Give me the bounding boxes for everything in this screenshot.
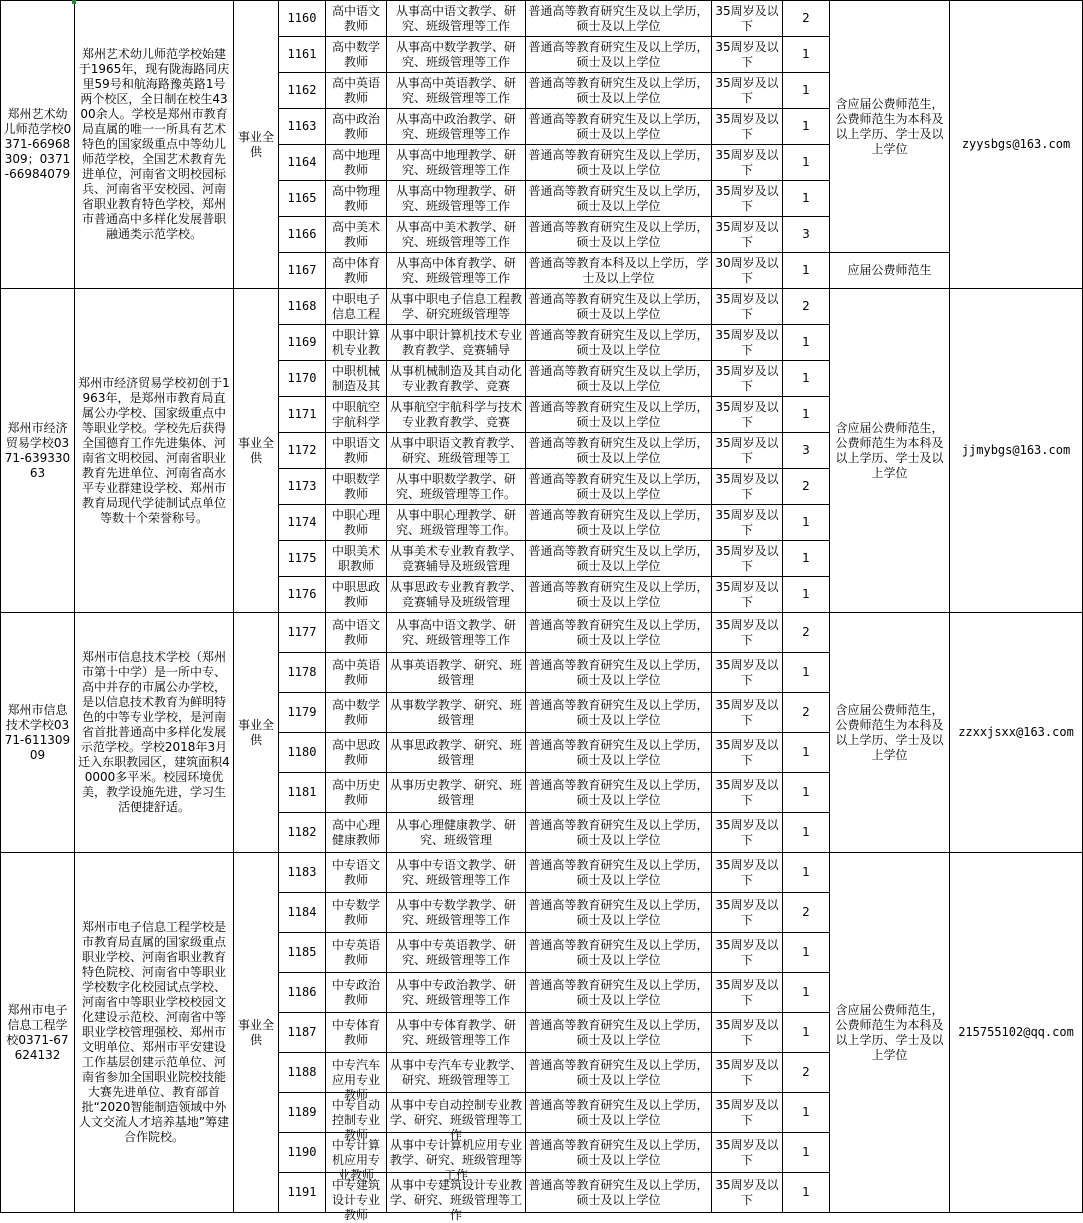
position-name-cell xyxy=(326,145,387,181)
position-name: 高中物理教师 xyxy=(331,183,380,213)
headcount-cell: 1 xyxy=(783,505,830,541)
headcount-cell: 1 xyxy=(783,253,830,289)
position-name-cell xyxy=(326,1053,387,1102)
age-limit-cell: 35周岁及以下 xyxy=(712,853,783,893)
position-name-cell xyxy=(326,613,387,653)
duty-text: 从事美术专业教育教学、竞赛辅导及班级管理 xyxy=(389,543,522,573)
duty-text: 从事中职电子信息工程教学、研究班级管理等 xyxy=(389,291,522,321)
position-name-cell xyxy=(326,541,387,577)
duty-text: 从事中职语文教育教学、研究、班级管理等工 xyxy=(389,435,522,465)
age-limit-cell: 35周岁及以下 xyxy=(712,361,783,397)
age-limit-cell: 35周岁及以下 xyxy=(712,693,783,733)
funding-type-cell: 事业全供 xyxy=(234,853,279,1213)
email-cell: 215755102@qq.com xyxy=(950,853,1083,1213)
position-code-cell: 1189 xyxy=(279,1093,326,1133)
position-name-cell xyxy=(326,397,387,433)
headcount-cell: 3 xyxy=(783,433,830,469)
education-cell: 普通高等教育研究生及以上学历，硕士及以上学位 xyxy=(526,773,712,813)
email-cell: jjmybgs@163.com xyxy=(950,289,1083,613)
school-name-cell: 郑州艺术幼儿师范学校0371-66968309；0371-66984079 xyxy=(1,1,75,289)
duty-text: 从事历史教学、研究、班级管理 xyxy=(389,777,522,807)
age-limit-cell: 35周岁及以下 xyxy=(712,37,783,73)
requirement-cell: 含应届公费师范生，公费师范生为本科及以上学历、学士及以上学位 xyxy=(830,1,950,253)
position-name-cell xyxy=(326,1,387,37)
position-name: 中专建筑设计专业教师 xyxy=(331,1177,380,1222)
duty-cell xyxy=(387,973,526,1013)
position-name: 高中历史教师 xyxy=(331,777,380,807)
position-name-cell xyxy=(326,1093,387,1142)
duty-text: 从事中专政治教学、研究、班级管理等工作 xyxy=(395,977,516,1007)
school-name-cell: 郑州市电子信息工程学校0371-67624132 xyxy=(1,853,75,1213)
duty-text: 从事中职计算机技术专业教育教学、竞赛辅导 xyxy=(389,327,522,357)
age-limit-cell: 35周岁及以下 xyxy=(712,813,783,853)
headcount-cell: 1 xyxy=(783,109,830,145)
age-limit-cell: 35周岁及以下 xyxy=(712,325,783,361)
position-code-cell: 1169 xyxy=(279,325,326,361)
duty-text: 从事心理健康教学、研究、班级管理 xyxy=(395,817,516,847)
position-code-cell: 1190 xyxy=(279,1133,326,1173)
duty-text: 从事高中物理教学、研究、班级管理等工作 xyxy=(395,183,516,213)
headcount-cell: 1 xyxy=(783,1173,830,1213)
duty-cell xyxy=(387,361,526,397)
education-cell: 普通高等教育研究生及以上学历，硕士及以上学位 xyxy=(526,653,712,693)
position-name-cell xyxy=(326,1173,387,1222)
age-limit-cell: 35周岁及以下 xyxy=(712,973,783,1013)
headcount-cell: 2 xyxy=(783,1,830,37)
age-limit-cell: 35周岁及以下 xyxy=(712,181,783,217)
position-name-cell xyxy=(326,577,387,613)
age-limit-cell: 35周岁及以下 xyxy=(712,1013,783,1053)
position-name-cell xyxy=(326,933,387,973)
position-name-cell xyxy=(326,1133,387,1182)
duty-text: 从事思政教学、研究、班级管理 xyxy=(389,737,522,767)
position-name: 中专政治教师 xyxy=(331,977,380,1007)
position-name: 中专数学教师 xyxy=(331,897,380,927)
position-name-cell xyxy=(326,653,387,693)
position-name-cell xyxy=(326,853,387,893)
position-code-cell: 1161 xyxy=(279,37,326,73)
school-intro-cell: 郑州市信息技术学校（郑州市第十中学）是一所中专、高中并存的市属公办学校，是以信息技术教育为鲜明特色的中等专业学校，是河南省首批普通高中多样化发展示范学校。学校2018年3月迁入东职教园区，建筑面积40000多平米。校园环境优美，教学设施先进，学习生活便捷舒适。 xyxy=(75,613,234,853)
table-row xyxy=(1,853,1083,893)
headcount-cell: 3 xyxy=(783,217,830,253)
position-name: 中职航空宇航科学 xyxy=(331,399,380,429)
duty-cell xyxy=(387,109,526,145)
duty-cell xyxy=(387,1173,526,1222)
position-name: 中职语文教师 xyxy=(331,435,380,465)
duty-text: 从事高中语文教学、研究、班级管理等工作 xyxy=(395,3,516,33)
age-limit-cell: 35周岁及以下 xyxy=(712,541,783,577)
headcount-cell: 1 xyxy=(783,577,830,613)
position-name: 中职机械制造及其 xyxy=(331,363,380,393)
duty-cell xyxy=(387,505,526,541)
position-code-cell: 1174 xyxy=(279,505,326,541)
duty-cell xyxy=(387,1133,526,1182)
education-cell: 普通高等教育研究生及以上学历，硕士及以上学位 xyxy=(526,37,712,73)
position-name-cell xyxy=(326,773,387,813)
age-limit-cell: 35周岁及以下 xyxy=(712,577,783,613)
email-cell: zzxxjsxx@163.com xyxy=(950,613,1083,853)
duty-cell xyxy=(387,433,526,469)
education-cell: 普通高等教育研究生及以上学历，硕士及以上学位 xyxy=(526,577,712,613)
headcount-cell: 1 xyxy=(783,653,830,693)
position-name-cell xyxy=(326,289,387,325)
age-limit-cell: 35周岁及以下 xyxy=(712,433,783,469)
position-name: 高中地理教师 xyxy=(331,147,380,177)
position-name: 中专计算机应用专业教师 xyxy=(331,1137,380,1182)
education-cell: 普通高等教育研究生及以上学历，硕士及以上学位 xyxy=(526,1093,712,1133)
education-cell: 普通高等教育研究生及以上学历，硕士及以上学位 xyxy=(526,733,712,773)
position-code-cell: 1180 xyxy=(279,733,326,773)
duty-cell xyxy=(387,613,526,653)
headcount-cell: 1 xyxy=(783,541,830,577)
position-code-cell: 1168 xyxy=(279,289,326,325)
education-cell: 普通高等教育研究生及以上学历，硕士及以上学位 xyxy=(526,1,712,37)
table-row xyxy=(1,289,1083,325)
position-code-cell: 1162 xyxy=(279,73,326,109)
funding-type-cell: 事业全供 xyxy=(234,613,279,853)
education-cell: 普通高等教育研究生及以上学历，硕士及以上学位 xyxy=(526,505,712,541)
duty-text: 从事中专语文教学、研究、班级管理等工作 xyxy=(395,857,516,887)
position-code-cell: 1187 xyxy=(279,1013,326,1053)
duty-text: 从事高中语文教学、研究、班级管理等工作 xyxy=(395,617,516,647)
duty-text: 从事中职数学教学、研究、班级管理等工作。 xyxy=(395,471,516,501)
position-name-cell xyxy=(326,813,387,853)
headcount-cell: 2 xyxy=(783,289,830,325)
headcount-cell: 2 xyxy=(783,693,830,733)
duty-cell xyxy=(387,1013,526,1053)
position-name: 中专语文教师 xyxy=(331,857,380,887)
age-limit-cell: 35周岁及以下 xyxy=(712,109,783,145)
headcount-cell: 1 xyxy=(783,145,830,181)
position-code-cell: 1183 xyxy=(279,853,326,893)
position-name: 中专英语教师 xyxy=(331,937,380,967)
headcount-cell: 1 xyxy=(783,1013,830,1053)
headcount-cell: 1 xyxy=(783,397,830,433)
education-cell: 普通高等教育研究生及以上学历，硕士及以上学位 xyxy=(526,217,712,253)
education-cell: 普通高等教育研究生及以上学历，硕士及以上学位 xyxy=(526,693,712,733)
position-code-cell: 1171 xyxy=(279,397,326,433)
position-name-cell xyxy=(326,1013,387,1053)
duty-text: 从事高中英语教学、研究、班级管理等工作 xyxy=(395,75,516,105)
duty-text: 从事高中体育教学、研究、班级管理等工作 xyxy=(395,255,516,285)
duty-cell xyxy=(387,253,526,289)
headcount-cell: 2 xyxy=(783,469,830,505)
duty-cell xyxy=(387,577,526,613)
duty-cell xyxy=(387,469,526,505)
position-name: 中职美术职教师 xyxy=(331,543,380,573)
position-code-cell: 1176 xyxy=(279,577,326,613)
duty-text: 从事中专建筑设计专业教学、研究、班级管理等工作 xyxy=(389,1177,522,1222)
position-code-cell: 1166 xyxy=(279,217,326,253)
age-limit-cell: 35周岁及以下 xyxy=(712,145,783,181)
headcount-cell: 1 xyxy=(783,973,830,1013)
position-name: 高中英语教师 xyxy=(331,657,380,687)
headcount-cell: 1 xyxy=(783,853,830,893)
position-name: 高中美术教师 xyxy=(331,219,380,249)
position-code-cell: 1191 xyxy=(279,1173,326,1213)
table-row xyxy=(1,1,1083,37)
position-code-cell: 1165 xyxy=(279,181,326,217)
duty-text: 从事机械制造及其自动化专业教育教学、竞赛 xyxy=(389,363,522,393)
position-name-cell xyxy=(326,693,387,733)
age-limit-cell: 35周岁及以下 xyxy=(712,1133,783,1173)
age-limit-cell: 35周岁及以下 xyxy=(712,773,783,813)
duty-cell xyxy=(387,37,526,73)
school-intro-cell: 郑州艺术幼儿师范学校始建于1965年，现有陇海路同庆里59号和航海路豫英路1号两个校区，全日制在校生4300余人。学校是郑州市教育局直属的唯一一所具有艺术特色的国家级重点中等幼儿师范学校，全国艺术教育先进单位，河南省文明校园标兵、河南省平安校园、河南省职业教育特色学校，郑州市普通高中多样化发展普职融通类示范学校。 xyxy=(75,1,234,289)
position-name-cell xyxy=(326,433,387,469)
position-code-cell: 1181 xyxy=(279,773,326,813)
position-name: 中专汽车应用专业教师 xyxy=(331,1057,380,1102)
position-name: 高中数学教师 xyxy=(331,39,380,69)
position-code-cell: 1175 xyxy=(279,541,326,577)
education-cell: 普通高等教育研究生及以上学历，硕士及以上学位 xyxy=(526,73,712,109)
position-name: 中职数学教师 xyxy=(331,471,380,501)
education-cell: 普通高等教育研究生及以上学历，硕士及以上学位 xyxy=(526,1173,712,1213)
age-limit-cell: 35周岁及以下 xyxy=(712,217,783,253)
position-code-cell: 1188 xyxy=(279,1053,326,1093)
duty-text: 从事中专计算机应用专业教学、研究、班级管理等工作 xyxy=(389,1137,522,1182)
position-name: 中专自动控制专业教师 xyxy=(331,1097,380,1142)
education-cell: 普通高等教育研究生及以上学历，硕士及以上学位 xyxy=(526,469,712,505)
position-code-cell: 1182 xyxy=(279,813,326,853)
position-code-cell: 1167 xyxy=(279,253,326,289)
duty-cell xyxy=(387,893,526,933)
duty-cell xyxy=(387,813,526,853)
duty-cell xyxy=(387,1093,526,1142)
duty-cell xyxy=(387,181,526,217)
education-cell: 普通高等教育本科及以上学历，学士及以上学位 xyxy=(526,253,712,289)
duty-text: 从事高中政治教学、研究、班级管理等工作 xyxy=(395,111,516,141)
age-limit-cell: 35周岁及以下 xyxy=(712,1093,783,1133)
position-name-cell xyxy=(326,361,387,397)
email-cell: zyysbgs@163.com xyxy=(950,1,1083,289)
duty-text: 从事中专自动控制专业教学、研究、班级管理等工作 xyxy=(389,1097,522,1142)
education-cell: 普通高等教育研究生及以上学历，硕士及以上学位 xyxy=(526,893,712,933)
position-name-cell xyxy=(326,733,387,773)
cell-corner-marker xyxy=(72,0,76,4)
position-name: 中专体育教师 xyxy=(331,1017,380,1047)
duty-text: 从事思政专业教育教学、竞赛辅导及班级管理 xyxy=(389,579,522,609)
position-code-cell: 1185 xyxy=(279,933,326,973)
duty-cell xyxy=(387,773,526,813)
duty-cell xyxy=(387,397,526,433)
position-name-cell xyxy=(326,73,387,109)
position-name: 高中语文教师 xyxy=(331,617,380,647)
position-code-cell: 1163 xyxy=(279,109,326,145)
position-name: 高中思政教师 xyxy=(331,737,380,767)
duty-cell xyxy=(387,653,526,693)
age-limit-cell: 35周岁及以下 xyxy=(712,733,783,773)
duty-text: 从事中专汽车专业教学、研究、班级管理等工 xyxy=(389,1057,522,1087)
age-limit-cell: 35周岁及以下 xyxy=(712,1,783,37)
position-code-cell: 1164 xyxy=(279,145,326,181)
duty-cell xyxy=(387,853,526,893)
education-cell: 普通高等教育研究生及以上学历，硕士及以上学位 xyxy=(526,1013,712,1053)
headcount-cell: 1 xyxy=(783,933,830,973)
age-limit-cell: 35周岁及以下 xyxy=(712,933,783,973)
headcount-cell: 2 xyxy=(783,613,830,653)
duty-cell xyxy=(387,693,526,733)
age-limit-cell: 35周岁及以下 xyxy=(712,469,783,505)
education-cell: 普通高等教育研究生及以上学历，硕士及以上学位 xyxy=(526,1133,712,1173)
age-limit-cell: 35周岁及以下 xyxy=(712,289,783,325)
education-cell: 普通高等教育研究生及以上学历，硕士及以上学位 xyxy=(526,145,712,181)
position-name-cell xyxy=(326,217,387,253)
position-name: 高中英语教师 xyxy=(331,75,380,105)
headcount-cell: 2 xyxy=(783,893,830,933)
duty-cell xyxy=(387,325,526,361)
position-name: 中职思政教师 xyxy=(331,579,380,609)
age-limit-cell: 35周岁及以下 xyxy=(712,653,783,693)
duty-cell xyxy=(387,1,526,37)
headcount-cell: 1 xyxy=(783,181,830,217)
education-cell: 普通高等教育研究生及以上学历，硕士及以上学位 xyxy=(526,541,712,577)
age-limit-cell: 35周岁及以下 xyxy=(712,397,783,433)
age-limit-cell: 30周岁及以下 xyxy=(712,253,783,289)
headcount-cell: 1 xyxy=(783,325,830,361)
position-name-cell xyxy=(326,973,387,1013)
education-cell: 普通高等教育研究生及以上学历，硕士及以上学位 xyxy=(526,433,712,469)
table-row xyxy=(1,613,1083,653)
headcount-cell: 1 xyxy=(783,813,830,853)
position-name: 中职心理教师 xyxy=(331,507,380,537)
education-cell: 普通高等教育研究生及以上学历，硕士及以上学位 xyxy=(526,289,712,325)
school-intro-cell: 郑州市电子信息工程学校是市教育局直属的国家级重点职业学校、河南省职业教育特色院校、河南省中等职业学校数字化校园试点学校、河南省中等职业学校校园文化建设示范校、河南省中等职业学校管理强校、郑州市文明单位、郑州市平安建设工作基层创建示范单位、河南省参加全国职业院校技能大赛先进单位、教育部首批“2020智能制造领域中外人文交流人才培养基地”筹建合作院校。 xyxy=(75,853,234,1213)
education-cell: 普通高等教育研究生及以上学历，硕士及以上学位 xyxy=(526,181,712,217)
duty-cell xyxy=(387,289,526,325)
headcount-cell: 1 xyxy=(783,73,830,109)
education-cell: 普通高等教育研究生及以上学历，硕士及以上学位 xyxy=(526,853,712,893)
position-name-cell xyxy=(326,253,387,289)
duty-text: 从事中专数学教学、研究、班级管理等工作 xyxy=(395,897,516,927)
requirement-cell: 含应届公费师范生，公费师范生为本科及以上学历、学士及以上学位 xyxy=(830,289,950,613)
age-limit-cell: 35周岁及以下 xyxy=(712,505,783,541)
position-code-cell: 1172 xyxy=(279,433,326,469)
duty-cell xyxy=(387,73,526,109)
school-name-cell: 郑州市经济贸易学校0371-63933063 xyxy=(1,289,75,613)
education-cell: 普通高等教育研究生及以上学历，硕士及以上学位 xyxy=(526,361,712,397)
position-name-cell xyxy=(326,469,387,505)
education-cell: 普通高等教育研究生及以上学历，硕士及以上学位 xyxy=(526,325,712,361)
education-cell: 普通高等教育研究生及以上学历，硕士及以上学位 xyxy=(526,973,712,1013)
duty-cell xyxy=(387,933,526,973)
position-code-cell: 1184 xyxy=(279,893,326,933)
position-name-cell xyxy=(326,37,387,73)
age-limit-cell: 35周岁及以下 xyxy=(712,1053,783,1093)
duty-cell xyxy=(387,217,526,253)
position-code-cell: 1173 xyxy=(279,469,326,505)
position-name: 高中数学教师 xyxy=(331,697,380,727)
duty-text: 从事中专体育教学、研究、班级管理等工作 xyxy=(395,1017,516,1047)
duty-cell xyxy=(387,1053,526,1093)
position-name: 高中政治教师 xyxy=(331,111,380,141)
position-code-cell: 1178 xyxy=(279,653,326,693)
position-code-cell: 1177 xyxy=(279,613,326,653)
duty-text: 从事高中美术教学、研究、班级管理等工作 xyxy=(395,219,516,249)
position-code-cell: 1160 xyxy=(279,1,326,37)
education-cell: 普通高等教育研究生及以上学历，硕士及以上学位 xyxy=(526,109,712,145)
headcount-cell: 1 xyxy=(783,37,830,73)
requirement-cell: 含应届公费师范生，公费师范生为本科及以上学历、学士及以上学位 xyxy=(830,613,950,853)
duty-cell xyxy=(387,145,526,181)
age-limit-cell: 35周岁及以下 xyxy=(712,73,783,109)
age-limit-cell: 35周岁及以下 xyxy=(712,1173,783,1213)
education-cell: 普通高等教育研究生及以上学历，硕士及以上学位 xyxy=(526,933,712,973)
headcount-cell: 1 xyxy=(783,361,830,397)
age-limit-cell: 35周岁及以下 xyxy=(712,613,783,653)
position-name: 高中心理健康教师 xyxy=(331,817,380,847)
headcount-cell: 1 xyxy=(783,733,830,773)
requirement-cell-last: 应届公费师范生 xyxy=(830,253,950,289)
headcount-cell: 2 xyxy=(783,1053,830,1093)
position-name: 高中体育教师 xyxy=(331,255,380,285)
duty-text: 从事航空宇航科学与技术专业教育教学、竞赛 xyxy=(389,399,522,429)
position-code-cell: 1186 xyxy=(279,973,326,1013)
duty-text: 从事中专英语教学、研究、班级管理等工作 xyxy=(395,937,516,967)
position-name-cell xyxy=(326,109,387,145)
duty-text: 从事高中数学教学、研究、班级管理等工作 xyxy=(395,39,516,69)
education-cell: 普通高等教育研究生及以上学历，硕士及以上学位 xyxy=(526,397,712,433)
requirement-cell: 含应届公费师范生，公费师范生为本科及以上学历、学士及以上学位 xyxy=(830,853,950,1213)
position-name-cell xyxy=(326,893,387,933)
position-name: 中职电子信息工程 xyxy=(331,291,380,321)
age-limit-cell: 35周岁及以下 xyxy=(712,893,783,933)
position-name-cell xyxy=(326,181,387,217)
headcount-cell: 1 xyxy=(783,1093,830,1133)
position-code-cell: 1170 xyxy=(279,361,326,397)
duty-text: 从事中职心理教学、研究、班级管理等工作。 xyxy=(395,507,516,537)
school-intro-cell: 郑州市经济贸易学校初创于1963年，是郑州市教育局直属公办学校、国家级重点中等职业学校。学校先后获得全国德育工作先进集体、河南省文明校园、河南省职业教育先进单位、河南省高水平专业群建设学校、郑州市教育局现代学徒制试点单位等数十个荣誉称号。 xyxy=(75,289,234,613)
position-name-cell xyxy=(326,505,387,541)
position-name: 中职计算机专业教 xyxy=(331,327,380,357)
funding-type-cell: 事业全供 xyxy=(234,1,279,289)
school-name-cell: 郑州市信息技术学校0371-61130909 xyxy=(1,613,75,853)
education-cell: 普通高等教育研究生及以上学历，硕士及以上学位 xyxy=(526,1053,712,1093)
duty-cell xyxy=(387,541,526,577)
funding-type-cell: 事业全供 xyxy=(234,289,279,613)
position-name-cell xyxy=(326,325,387,361)
duty-text: 从事高中地理教学、研究、班级管理等工作 xyxy=(395,147,516,177)
headcount-cell: 1 xyxy=(783,773,830,813)
position-code-cell: 1179 xyxy=(279,693,326,733)
duty-text: 从事数学教学、研究、班级管理 xyxy=(389,697,522,727)
headcount-cell: 1 xyxy=(783,1133,830,1173)
duty-text: 从事英语教学、研究、班级管理 xyxy=(389,657,522,687)
education-cell: 普通高等教育研究生及以上学历，硕士及以上学位 xyxy=(526,613,712,653)
position-name: 高中语文教师 xyxy=(331,3,380,33)
education-cell: 普通高等教育研究生及以上学历，硕士及以上学位 xyxy=(526,813,712,853)
duty-cell xyxy=(387,733,526,773)
